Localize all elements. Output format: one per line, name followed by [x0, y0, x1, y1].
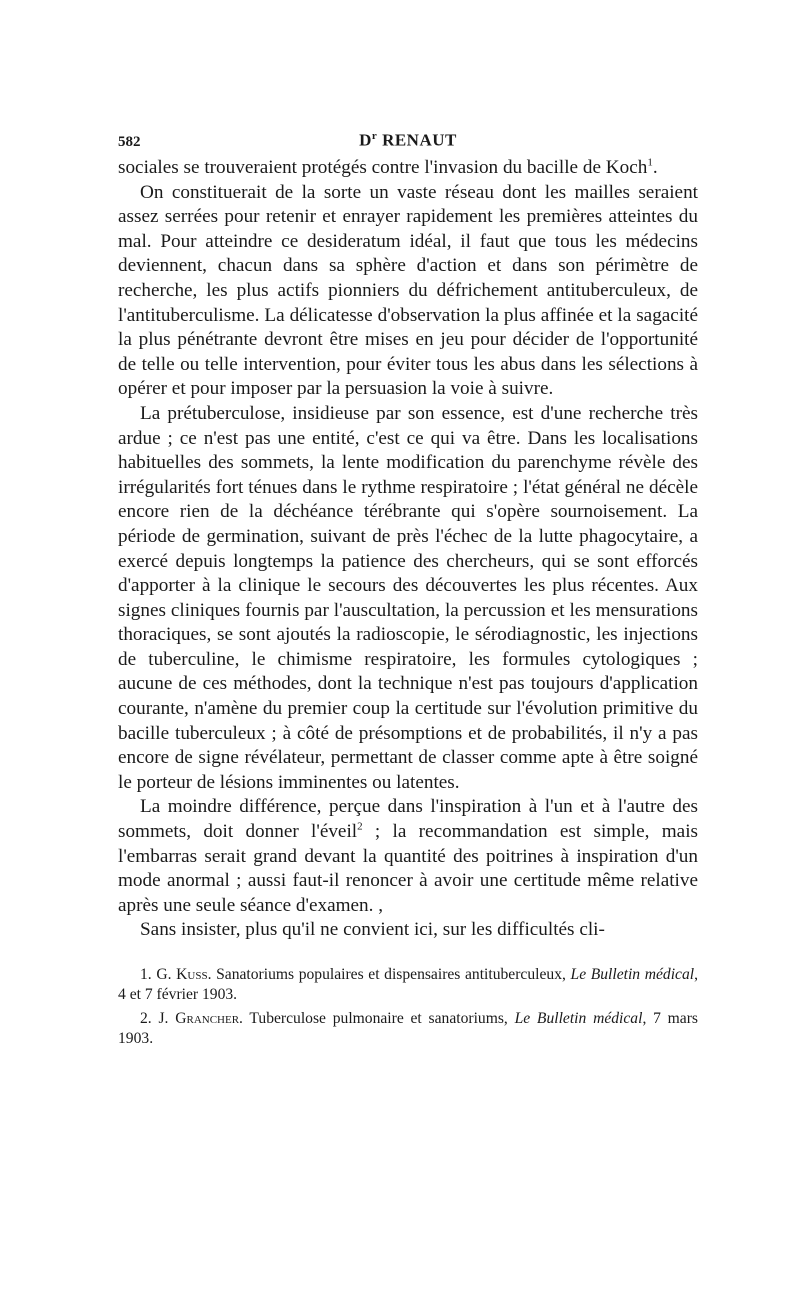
running-head: [118, 130, 698, 156]
paragraph: [118, 795, 698, 918]
paragraph: La prétuberculose, insidieuse par son essence, est d'une recherche très ardue ; ce n'est pas une entité, c'est ce qui va être. Dans les localisations habituelles des sommets, la lente modification du parenchyme révèle des irrégularités fort ténues dans le rythme respiratoire ; l'état général ne décèle encore rien de la déchéance térébrante qui s'opère sournoisement. La période de germination, suivant de près l'échec de la lutte phagocytaire, a exercé depuis longtemps la patience des chercheurs, qui se sont efforcés d'apporter à la clinique le secours des découvertes les plus récentes. Aux signes cliniques fournis par l'auscultation, la percussion et les mensurations thoraciques, se sont ajoutés la radioscopie, le sérodiagnostic, les injections de tuberculine, le chimisme respiratoire, les formules cytologiques ; aucune de ces méthodes, dont la technique n'est pas toujours d'application courante, n'amène du premier coup la certitude sur l'évolution primitive du bacille tuberculeux ; à côté de présomptions et de probabilités, il n'y a pas encore de signe révélateur, permettant de classer comme apte à être soigné le porteur de lésions imminentes ou latentes.: [118, 402, 698, 793]
book-page: [118, 130, 698, 1053]
footnote-journal: Le Bulletin médical: [570, 966, 695, 983]
paragraph: On constituerait de la sorte un vaste réseau dont les mailles seraient assez serrées pour retenir et enrayer rapidement les premières atteintes du mal. Pour atteindre ce desideratum idéal, il faut que tous les médecins deviennent, chacun dans sa sphère d'action et dans son périmètre de recherche, les plus actifs pionniers du défrichement antituberculeux, de l'antituberculisme. La délicatesse d'observation la plus affinée et la sagacité la plus pénétrante devront être mises en jeu pour décider de l'opportunité de telle ou telle intervention, pour éviter tous les abus dans les sélections à opérer et pour imposer par la persuasion la voie à suivre.: [118, 181, 698, 400]
paragraph-continued: [118, 156, 698, 181]
footnote-author: G. Kuss: [156, 966, 208, 983]
footnote-reference: 2: [357, 820, 363, 833]
body-text: [118, 156, 698, 943]
author-name: RENAUT: [382, 130, 457, 150]
footnote-text: . Tuberculose pulmonaire et sanatoriums,: [239, 1010, 515, 1027]
footnotes: [118, 965, 698, 1049]
footnote-journal: Le Bulletin médical: [514, 1010, 643, 1027]
paragraph: Sans insister, plus qu'il ne convient ici, sur les difficultés cli-: [140, 919, 605, 941]
paragraph-text: La moindre différence, perçue dans l'inspiration à l'un et à l'autre des sommets, doit donner l'éveil: [118, 796, 698, 843]
footnote-number: 1.: [140, 966, 152, 983]
footnote-reference: 1: [647, 156, 653, 169]
footnote-date: , 4 et 7 février 1903.: [118, 966, 699, 1003]
footnote: [118, 965, 698, 1005]
footnote-author: J. Grancher: [158, 1010, 240, 1027]
footnote-number: 2.: [140, 1010, 152, 1027]
running-head-author: [118, 130, 698, 151]
paragraph-text: sociales se trouveraient protégés contre l'invasion du bacille de Koch: [118, 157, 648, 178]
page-number: 582: [118, 134, 141, 150]
footnote: [118, 1009, 698, 1049]
footnote-date: , 7 mars 1903.: [118, 1010, 698, 1047]
paragraph-text: ; la recommandation est simple, mais l'embarras serait grand devant la quantité des poitrines à inspiration d'un mode anormal ; aussi faut-il renoncer à avoir une certitude même relative après une seule séance d'examen. ,: [118, 821, 698, 916]
author-prefix: D: [359, 130, 372, 150]
footnote-text: . Sanatoriums populaires et dispensaires antituberculeux,: [207, 966, 571, 983]
author-prefix-sup: r: [371, 130, 378, 142]
paragraph-text-end: .: [652, 157, 658, 178]
